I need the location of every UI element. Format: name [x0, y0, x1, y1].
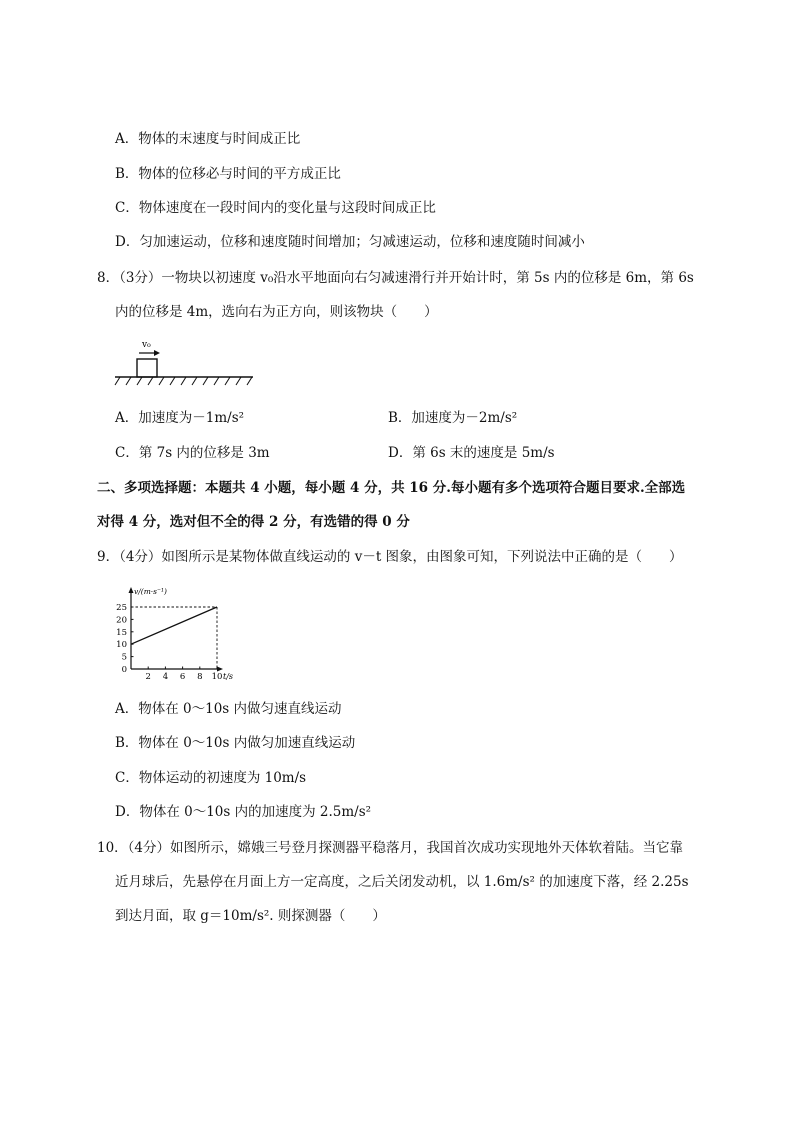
q7-option-d: D．匀加速运动，位移和速度随时间增加；匀减速运动，位移和速度随时间减小: [115, 234, 585, 250]
q8-stem-line1: 8．（3分）一物块以初速度 v₀沿水平地面向右匀减速滑行并开始计时，第 5s 内的位移是 6m，第 6s: [97, 270, 694, 286]
y-tick-label: 15: [116, 627, 127, 638]
q10-stem-line3: 到达月面，取 g＝10m/s². 则探测器（ ）: [115, 908, 386, 924]
velocity-arrowhead: [154, 350, 160, 356]
x-axis-label: t/s: [223, 672, 234, 681]
block: [137, 359, 157, 377]
q9-stem: 9．（4分）如图所示是某物体做直线运动的 v－t 图象，由图象可知，下列说法中正确的是（ ）: [97, 549, 683, 565]
y-tick-label: 20: [116, 615, 127, 626]
x-tick-label: 6: [179, 672, 186, 682]
q7-option-c: C．物体速度在一段时间内的变化量与这段时间成正比: [115, 200, 436, 216]
q8-option-d: D．第 6s 末的速度是 5m/s: [388, 445, 555, 461]
figure-v0-label: v₀: [142, 340, 151, 350]
y-axis-label: v/(m·s⁻¹): [134, 587, 167, 596]
q9-option-c: C．物体运动的初速度为 10m/s: [115, 770, 307, 786]
q8-option-a: A．加速度为－1m/s²: [115, 410, 245, 426]
q9-vt-chart: [112, 585, 252, 685]
x-tick-label: 10: [211, 672, 223, 682]
q10-stem-line1: 10．（4分）如图所示，嫦娥三号登月探测器平稳落月，我国首次成功实现地外天体软着陆。当它靠: [97, 840, 684, 856]
q8-block-figure: [112, 336, 257, 388]
x-tick-label: 4: [162, 672, 169, 682]
q7-option-b: B．物体的位移必与时间的平方成正比: [115, 166, 341, 182]
x-tick-label: 8: [197, 672, 203, 682]
y-tick-label: 0: [121, 665, 127, 675]
q8-option-c: C．第 7s 内的位移是 3m: [115, 445, 270, 461]
x-tick-label: 2: [145, 672, 151, 682]
y-tick-label: 5: [121, 652, 127, 663]
y-tick-label: 25: [116, 603, 127, 613]
ground-hatching: [115, 377, 252, 385]
velocity-line: [131, 607, 217, 644]
q9-option-d: D．物体在 0～10s 内的加速度为 2.5m/s²: [115, 804, 372, 820]
q9-option-b: B．物体在 0～10s 内做匀加速直线运动: [115, 735, 356, 751]
q8-stem-line2: 内的位移是 4m，选向右为正方向，则该物块（ ）: [115, 304, 438, 320]
x-axis-arrowhead: [217, 667, 223, 672]
section2-heading-line2: 对得 4 分，选对但不全的得 2 分，有选错的得 0 分: [97, 514, 410, 530]
y-tick-label: 10: [116, 640, 127, 651]
q8-option-b: B．加速度为－2m/s²: [388, 410, 518, 426]
q9-option-a: A．物体在 0～10s 内做匀速直线运动: [115, 701, 342, 717]
q7-option-a: A．物体的末速度与时间成正比: [115, 131, 301, 147]
section2-heading-line1: 二、多项选择题：本题共 4 小题，每小题 4 分，共 16 分.每小题有多个选项符合题目要求.全部选: [97, 480, 686, 496]
y-axis-arrowhead: [129, 587, 134, 593]
q10-stem-line2: 近月球后，先悬停在月面上方一定高度，之后关闭发动机，以 1.6m/s² 的加速度下落，经 2.25s: [115, 874, 689, 890]
